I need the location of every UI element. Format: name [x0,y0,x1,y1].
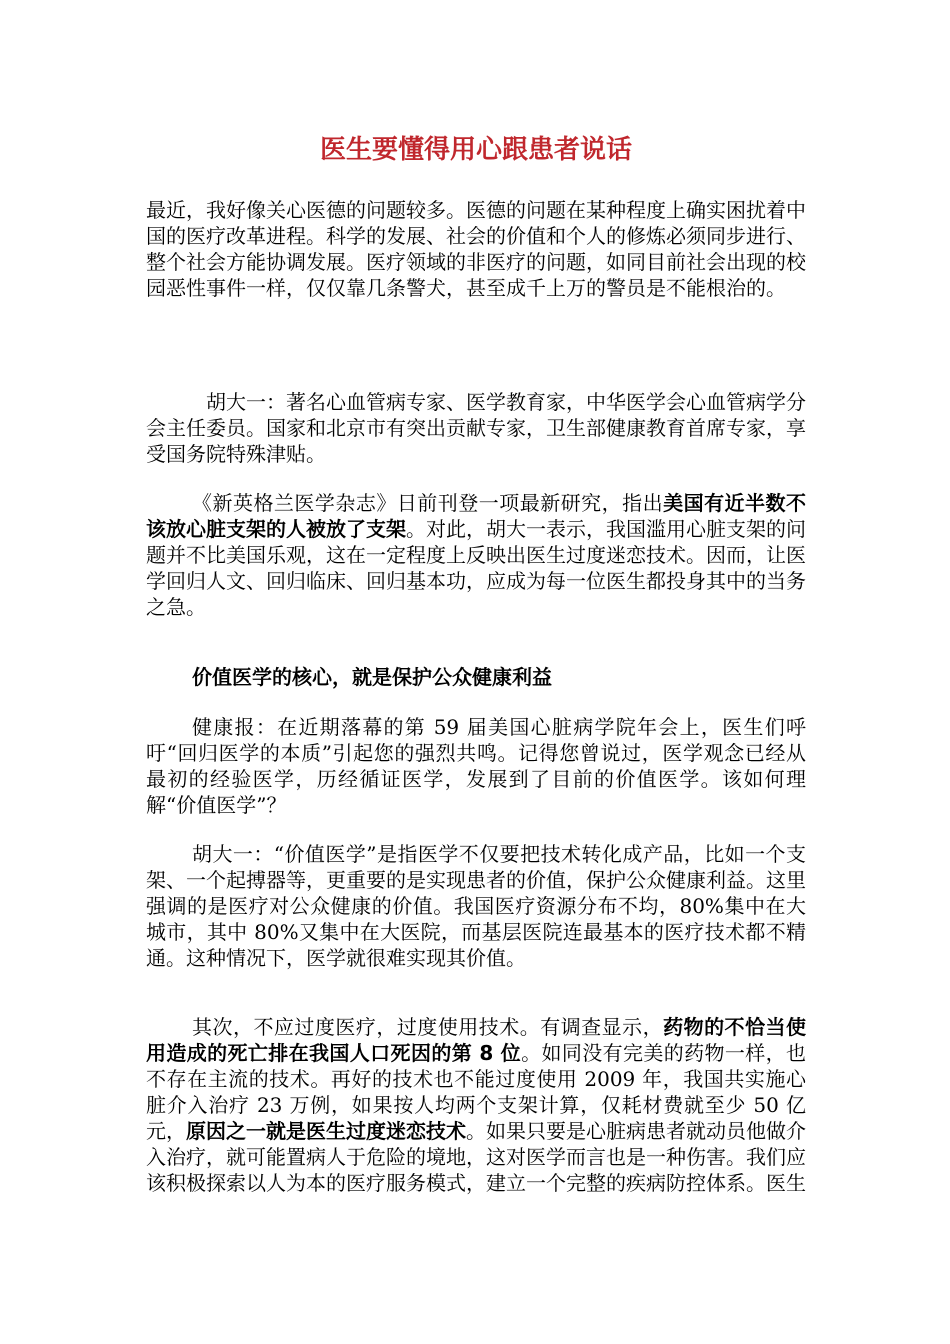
intro-paragraph: 最近，我好像关心医德的问题较多。医德的问题在某种程度上确实困扰着中国的医疗改革进程。科学的发展、社会的价值和个人的修炼必须同步进行、整个社会方能协调发展。医疗领域的非医疗的问题，如同目前社会出现的校园恶性事件一样，仅仅靠几条警犬，甚至成千上万的警员是不能根治的。 [146,198,806,300]
nejm-text-after: 。对此，胡大一表示，我国滥用心脏支架的问题并不比美国乐观，这在一定程度上反映出医生过度迷恋技术。因而，让医学回归人文、回归临床、回归基本功，应成为每一位医生都投身其中的当务之急。 [146,517,806,619]
second-text-after: 。如果只要是心脏病患者就动员他做介入治疗，就可能置病人于危险的境地，这对医学而言也是一种伤害。我们应该积极探索以人为本的医疗服务模式，建立一个完整的疾病防控体系。医生 [146,1119,806,1195]
second-text-before: 其次，不应过度医疗，过度使用技术。有调查显示， [192,1015,664,1039]
second-text-middle: 。如同没有完美的药物一样，也不存在主流的技术。再好的技术也不能过度使用 2009 年，我国共实施心脏介入治疗 23 万例，如果按人均两个支架计算，仅耗材费就至少 50 亿元， [146,1041,807,1143]
nejm-emphasis: 美国有近半数不该放心脏支架的人被放了支架 [146,491,807,541]
answer-paragraph: 胡大一：“价值医学”是指医学不仅要把技术转化成产品，比如一个支架、一个起搏器等，更重要的是实现患者的价值，保护公众健康利益。这里强调的是医疗对公众健康的价值。我国医疗资源分布不均，80%集中在大城市，其中 80%又集中在大医院，而基层医院连最基本的医疗技术都不精通。这种情况下，医学就很难实现其价值。 [146,842,806,970]
nejm-paragraph [146,490,806,620]
section-subheading: 价值医学的核心，就是保护公众健康利益 [192,665,552,689]
second-paragraph [146,1014,806,1196]
second-emphasis-tech-obsession: 原因之一就是医生过度迷恋技术 [186,1119,466,1143]
bio-paragraph: 胡大一：著名心血管病专家、医学教育家，中华医学会心血管病学分会主任委员。国家和北京市有突出贡献专家，卫生部健康教育首席专家，享受国务院特殊津贴。 [146,390,806,466]
page-title: 医生要懂得用心跟患者说话 [319,135,632,165]
nejm-text-before: 《新英格兰医学杂志》日前刊登一项最新研究，指出 [192,491,664,515]
question-paragraph: 健康报：在近期落幕的第 59 届美国心脏病学院年会上，医生们呼吁“回归医学的本质”引起您的强烈共鸣。记得您曾说过，医学观念已经从最初的经验医学，历经循证医学，发展到了目前的价值医学。该如何理解“价值医学”？ [146,715,806,817]
second-emphasis-drug-deaths: 药物的不恰当使用造成的死亡排在我国人口死因的第 8 位 [146,1015,807,1065]
